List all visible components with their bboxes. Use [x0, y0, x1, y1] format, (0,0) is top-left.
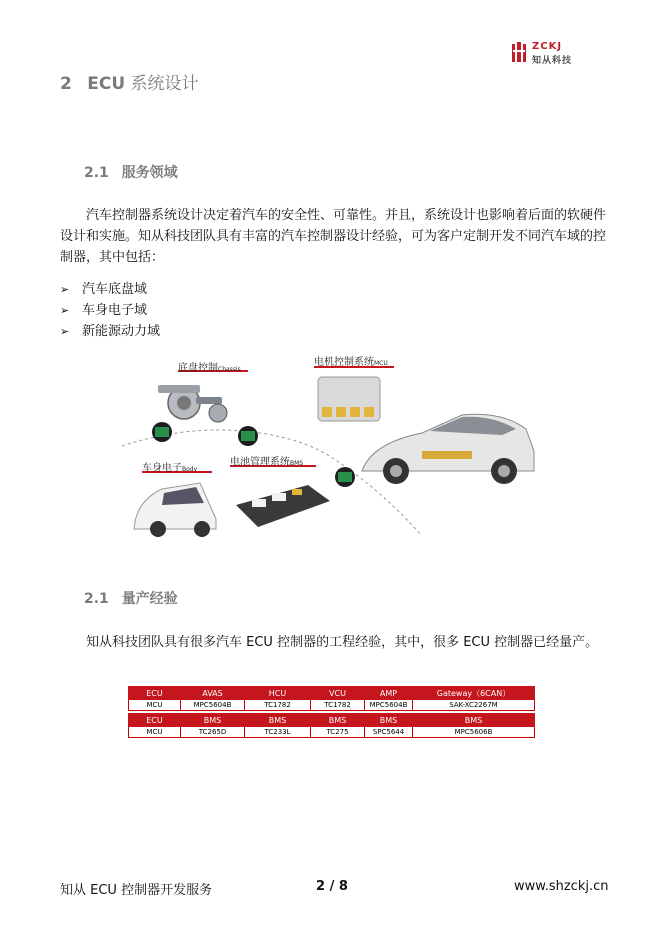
subsection-title: 量产经验	[121, 591, 178, 607]
section-number: 2	[60, 74, 72, 94]
figure-illustration	[122, 351, 536, 537]
battery-pack-illustration	[236, 485, 330, 527]
body-car-illustration	[134, 483, 216, 537]
ecu-production-table	[128, 686, 535, 738]
motor-control-label: 电机控制系统MCU	[314, 357, 388, 368]
footer-title: 知从 ECU 控制器开发服务	[60, 883, 213, 898]
production-paragraph: 知从科技团队具有很多汽车 ECU 控制器的工程经验，其中，很多 ECU 控制器已经量产。	[86, 635, 599, 650]
table-header-row: ECU BMS BMS BMS BMS BMS	[129, 714, 535, 727]
ecu-domain-figure	[122, 351, 536, 537]
chassis-label: 底盘控制Chassis	[178, 363, 241, 374]
arrow-bullet-icon: ➢	[60, 304, 70, 317]
subsection-title: 服务领域	[121, 165, 178, 181]
footer-website-link[interactable]: www.shzckj.cn	[514, 879, 609, 894]
ecu-chip-icon	[238, 426, 258, 446]
arrow-bullet-icon: ➢	[60, 283, 70, 296]
arrow-bullet-icon: ➢	[60, 325, 70, 338]
table-header-row: ECU AVAS HCU VCU AMP Gateway（6CAN）	[129, 687, 535, 700]
table-row: MCU MPC5604B TC1782 TC1782 MPC5604B SAK-XC2267M	[129, 700, 535, 711]
subsection-heading-production	[84, 588, 178, 608]
car-illustration	[362, 414, 534, 484]
battery-management-label: 电池管理系统BMS	[230, 457, 304, 468]
section-title-cn: 系统设计	[130, 74, 199, 94]
ecu-chip-icon	[335, 467, 355, 487]
page-number: 2 / 8	[316, 879, 348, 894]
table-row: MCU TC265D TC233L TC275 SPC5644 MPC5606B	[129, 727, 535, 738]
subsection-number: 2.1	[84, 165, 109, 181]
subsection-number: 2.1	[84, 591, 109, 607]
list-item: ➢ 汽车底盘域	[60, 279, 160, 300]
section-heading	[60, 69, 199, 94]
motor-controller-illustration	[318, 377, 380, 421]
logo-wordmark: ZCKJ	[532, 41, 563, 52]
service-paragraph: 汽车控制器系统设计决定着汽车的安全性、可靠性。并且，系统设计也影响着后面的软硬件设计和实施。知从科技团队具有丰富的汽车控制器设计经验，可为客户定制开发不同汽车域的控制器，其中包括：	[60, 208, 607, 265]
subsection-heading-service	[84, 162, 178, 182]
chassis-illustration	[158, 385, 227, 422]
service-domain-list	[60, 279, 160, 342]
logo-chinese-name: 知从科技	[532, 56, 573, 66]
list-item: ➢ 车身电子域	[60, 300, 160, 321]
section-title-en: ECU	[87, 74, 126, 94]
ecu-chip-icon	[152, 422, 172, 442]
list-item: ➢ 新能源动力域	[60, 321, 160, 342]
body-electronics-label: 车身电子Body	[142, 463, 198, 474]
